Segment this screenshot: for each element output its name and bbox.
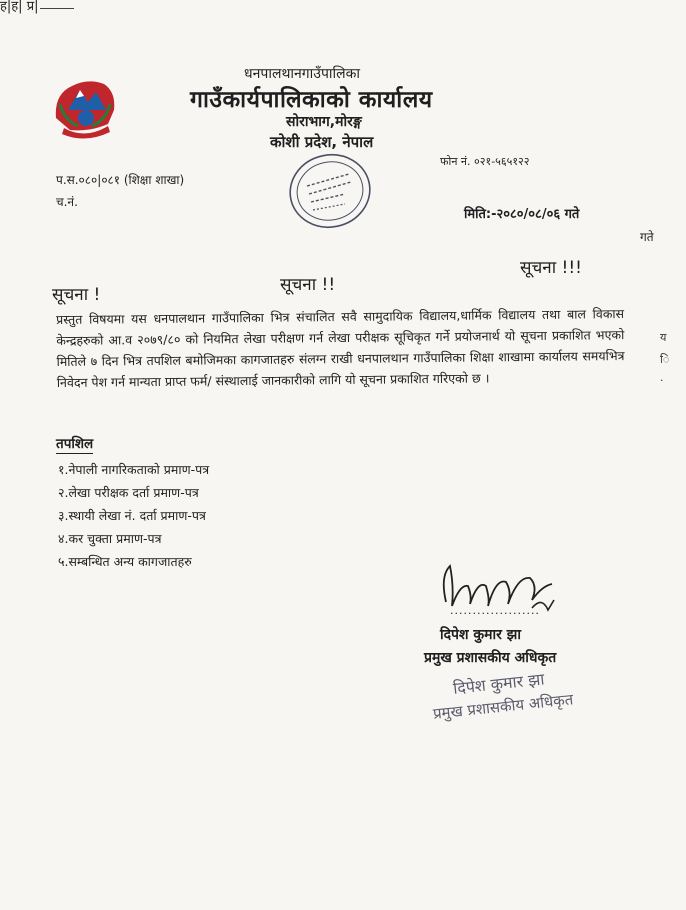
list-item: ३.स्थायी लेखा नं. दर्ता प्रमाण-पत्र: [58, 508, 206, 523]
tapsil-heading: तपशिल: [56, 436, 94, 452]
corner-divider: [40, 8, 74, 9]
signature-line: ....................: [450, 604, 540, 617]
office-stamp-icon: [287, 148, 373, 234]
office-title: गाउँकार्यपालिकाको कार्यालय: [190, 87, 433, 113]
office-province: कोशी प्रदेश, नेपाल: [270, 133, 374, 151]
office-phone: फोन नं. ०२१-५६५१२२: [440, 155, 530, 168]
signatory-title: प्रमुख प्रशासकीय अधिकृत: [424, 650, 557, 666]
signatory-name: दिपेश कुमार झा: [440, 627, 521, 643]
org-name: धनपालथानगाउँपालिका: [244, 66, 361, 82]
list-item: १.नेपाली नागरिकताको प्रमाण-पत्र: [58, 462, 210, 477]
notice-date: मिति:-२०८०/०८/०६ गते: [464, 207, 580, 222]
notice-body: प्रस्तुत विषयमा यस धनपालथान गाउँपालिका भित्र संचालित सवै सामुदायिक विद्यालय,धार्मिक विद्यालय तथा बाल विकास केन्द्रहरुको आ.व २०७९/८० को नियमित लेखा परीक्षण गर्न लेखा परीक्षक सूचिकृत गर्ने प्रयोजनार्थ यो सूचना प्रकाशित भएको मितिले ७ दिन भित्र तपशिल बमोजिमका कागजातहरु संलग्न राखी धनपालथान गाउँपालिका शिक्षा शाखामा कार्यालय समयभित्र निवेदन पेश गर्न मान्यता प्राप्त फर्म/ संस्थालाई जानकारीको लागि यो सूचना प्रकाशित गरिएको छ ।: [56, 306, 625, 390]
notice-heading-3: सूचना !!!: [520, 258, 582, 278]
margin-mark: य: [660, 331, 667, 344]
list-item: २.लेखा परीक्षक दर्ता प्रमाण-पत्र: [58, 485, 199, 500]
seal-stamp-title: प्रमुख प्रशासकीय अधिकृत: [432, 690, 575, 723]
notice-heading-2: सूचना !!: [280, 275, 336, 295]
notice-heading-1: सूचना !: [52, 285, 101, 305]
corner-fragment-text: ह|ह| प्र|: [0, 0, 39, 14]
list-item: ५.सम्बन्धित अन्य कागजातहरु: [58, 554, 192, 569]
list-item: ४.कर चुक्ता प्रमाण-पत्र: [58, 531, 162, 546]
dispatch-number: च.नं.: [56, 195, 78, 209]
tapsil-list: [58, 458, 209, 573]
office-address: सोराभाग,मोरङ्ग: [286, 114, 362, 130]
margin-cut-text: गते: [640, 230, 654, 244]
margin-mark: ि: [660, 353, 670, 366]
margin-mark: ·: [660, 374, 664, 387]
reference-number: प.स.०८०|०८१ (शिक्षा शाखा): [56, 173, 185, 187]
seal-stamp-name: दिपेश कुमार झा: [452, 669, 546, 698]
nepal-emblem-icon: [50, 74, 120, 144]
